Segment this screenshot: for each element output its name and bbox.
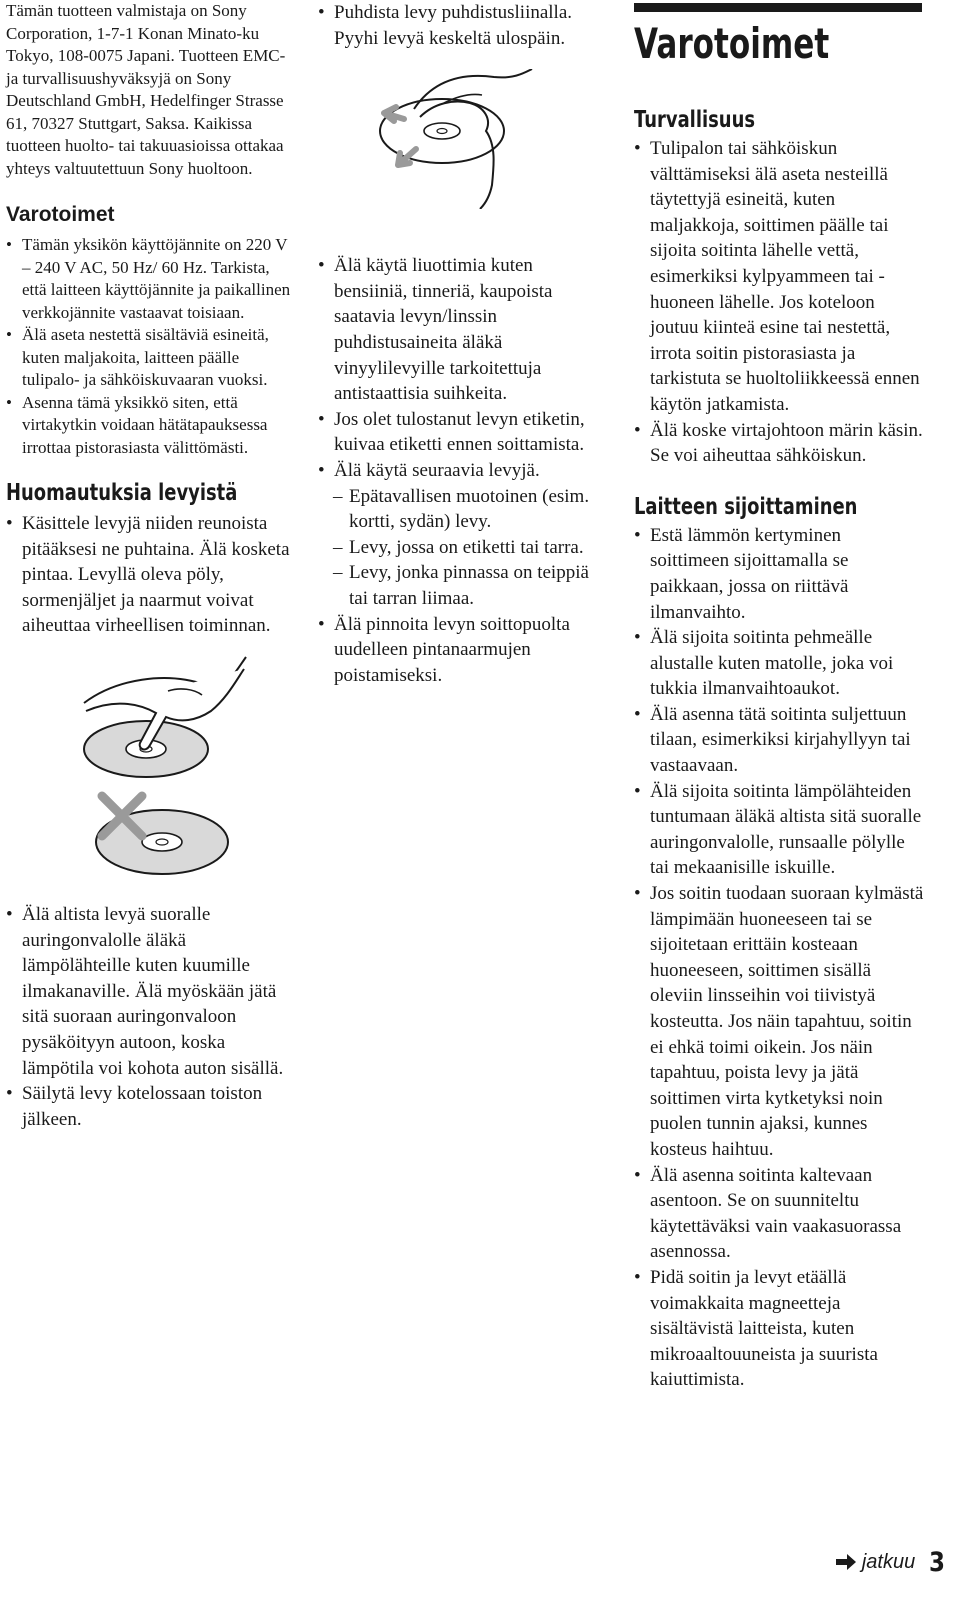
- list-item: • Säilytä levy kotelossaan toiston jälkeen.: [6, 1081, 296, 1132]
- cleaning-list: [318, 0, 608, 51]
- column-middle: [318, 0, 608, 688]
- huomautuksia-list-bottom: [6, 902, 296, 1132]
- disc-wipe-illustration: [374, 69, 544, 209]
- continue-label: jatkuu: [861, 1550, 916, 1573]
- section-heading-turvallisuus: Turvallisuus: [634, 107, 756, 133]
- varotoimet-list: [6, 234, 296, 459]
- section-heading-varotoimet: Varotoimet: [6, 203, 115, 226]
- continue-arrow-icon: [836, 1554, 856, 1570]
- disc-hold-illustration: [76, 651, 296, 786]
- disc-touch-prohibited-illustration: [92, 790, 272, 880]
- list-item: • Älä asenna soitinta kaltevaan asentoon. Se on suunniteltu käytettäväksi vain vaakasuorassa asennossa.: [634, 1163, 924, 1265]
- list-item: • Älä koske virtajohtoon märin käsin. Se voi aiheuttaa sähköiskun.: [634, 418, 924, 469]
- manufacturer-notice: Tämän tuotteen valmistaja on Sony Corporation, 1-7-1 Konan Minato-ku Tokyo, 108-0075 Japani. Tuotteen EMC- ja turvallisuushyväksyjä on Sony Deutschland GmbH, Hedelfinger Strasse 61, 70327 Stuttgart, Saksa. Kaikissa tuotteen huolto- tai takuuasioissa ottakaa yhteys valtuutettuun Sony huoltoon.: [6, 1, 286, 178]
- list-item: • Asenna tämä yksikkö siten, että virtakytkin voidaan hätätapauksessa irrottaa pistorasiasta välittömästi.: [6, 392, 296, 460]
- section-heading-huomautuksia: Huomautuksia levyistä: [6, 480, 238, 506]
- sijoittaminen-list: [634, 523, 924, 1393]
- list-item: • Estä lämmön kertyminen soittimeen sijoittamalla se paikkaan, jossa on riittävä ilmanvaihto.: [634, 523, 924, 625]
- list-item: • Jos olet tulostanut levyn etiketin, kuivaa etiketti ennen soittamista.: [318, 407, 608, 458]
- title-rule: [634, 3, 922, 12]
- list-item: • Älä asenna tätä soitinta suljettuun tilaan, esimerkiksi kirjahyllyyn tai vastaavaan.: [634, 702, 924, 779]
- column-right: [634, 0, 924, 1393]
- huomautuksia-list-top: [6, 511, 296, 639]
- unusable-discs-list: [318, 484, 608, 612]
- page-number: 3: [929, 1546, 946, 1578]
- list-item: • Älä sijoita soitinta pehmeälle alustalle kuten matolle, joka voi tukkia ilmanvaihtoaukot.: [634, 625, 924, 702]
- list-item: • Älä sijoita soitinta lämpölähteiden tuntumaan äläkä altista sitä suoralle auringonvalolle, runsaalle pölylle tai mekaanisille iskuille.: [634, 779, 924, 881]
- list-item: – Levy, jonka pinnassa on teippiä tai tarran liimaa.: [318, 560, 608, 611]
- list-item: • Tulipalon tai sähköiskun välttämiseksi älä aseta nesteillä täytettyjä esineitä, kuten maljakkoja, soittimen päälle tai sijoita soitinta lähelle vettä, esimerkiksi kylpyammeen tai -huoneen lähelle. Jos koteloon joutuu kiinteä esine tai nestettä, irrota soitin pistorasiasta ja tarkistuta se huoltoliikkeessä ennen käytön jatkamista.: [634, 136, 924, 418]
- section-heading-sijoittaminen: Laitteen sijoittaminen: [634, 493, 858, 520]
- column-left: [6, 0, 296, 1132]
- list-item: • Puhdista levy puhdistusliinalla. Pyyhi levyä keskeltä ulospäin.: [318, 0, 608, 51]
- list-item: – Epätavallisen muotoinen (esim. kortti, sydän) levy.: [318, 484, 608, 535]
- list-item: • Älä käytä seuraavia levyjä.: [318, 458, 608, 484]
- disc-care-list-end: [318, 612, 608, 689]
- list-item: • Älä pinnoita levyn soittopuolta uudelleen pintanaarmujen poistamiseksi.: [318, 612, 608, 689]
- disc-care-list: [318, 253, 608, 483]
- list-item: • Älä aseta nestettä sisältäviä esineitä, kuten maljakoita, laitteen päälle tulipalo- ja sähköiskuvaaran vuoksi.: [6, 324, 296, 392]
- turvallisuus-list: [634, 136, 924, 469]
- page-footer: [836, 1542, 948, 1582]
- page-title: Varotoimet: [634, 19, 830, 68]
- list-item: • Käsittele levyjä niiden reunoista pitääksesi ne puhtaina. Älä kosketa pintaa. Levyllä oleva pöly, sormenjäljet ja naarmut voivat aiheuttaa virheellisen toiminnan.: [6, 511, 296, 639]
- list-item: • Tämän yksikön käyttöjännite on 220 V – 240 V AC, 50 Hz/ 60 Hz. Tarkista, että laitteen käyttöjännite ja paikallinen verkkojännite vastaavat toisiaan.: [6, 234, 296, 324]
- list-item: • Älä altista levyä suoralle auringonvalolle äläkä lämpölähteille kuten kuumille ilmakanaville. Älä myöskään jätä sitä suoraan auringonvaloon pysäköityyn autoon, koska lämpötila voi kohota auton sisällä.: [6, 902, 296, 1081]
- list-item: • Älä käytä liuottimia kuten bensiiniä, tinneriä, kaupoista saatavia levyn/linssin puhdistusaineita äläkä vinyylilevyille tarkoitettuja antistaattisia suihkeita.: [318, 253, 608, 407]
- list-item: – Levy, jossa on etiketti tai tarra.: [318, 535, 608, 561]
- list-item: • Jos soitin tuodaan suoraan kylmästä lämpimään huoneeseen tai se sijoitetaan erittäin kosteaan huoneeseen, soittimen sisällä oleviin linsseihin voi tiivistyä kosteutta. Jos näin tapahtuu, soitin ei ehkä toimi oikein. Jos näin tapahtuu, poista levy ja jätä soittimen virta kytketyksi noin puolen tunnin ajaksi, kunnes kosteus haihtuu.: [634, 881, 924, 1163]
- list-item: • Pidä soitin ja levyt etäällä voimakkaita magneetteja sisältävistä laitteista, kuten mikroaaltouuneista ja suurista kaiuttimista.: [634, 1265, 924, 1393]
